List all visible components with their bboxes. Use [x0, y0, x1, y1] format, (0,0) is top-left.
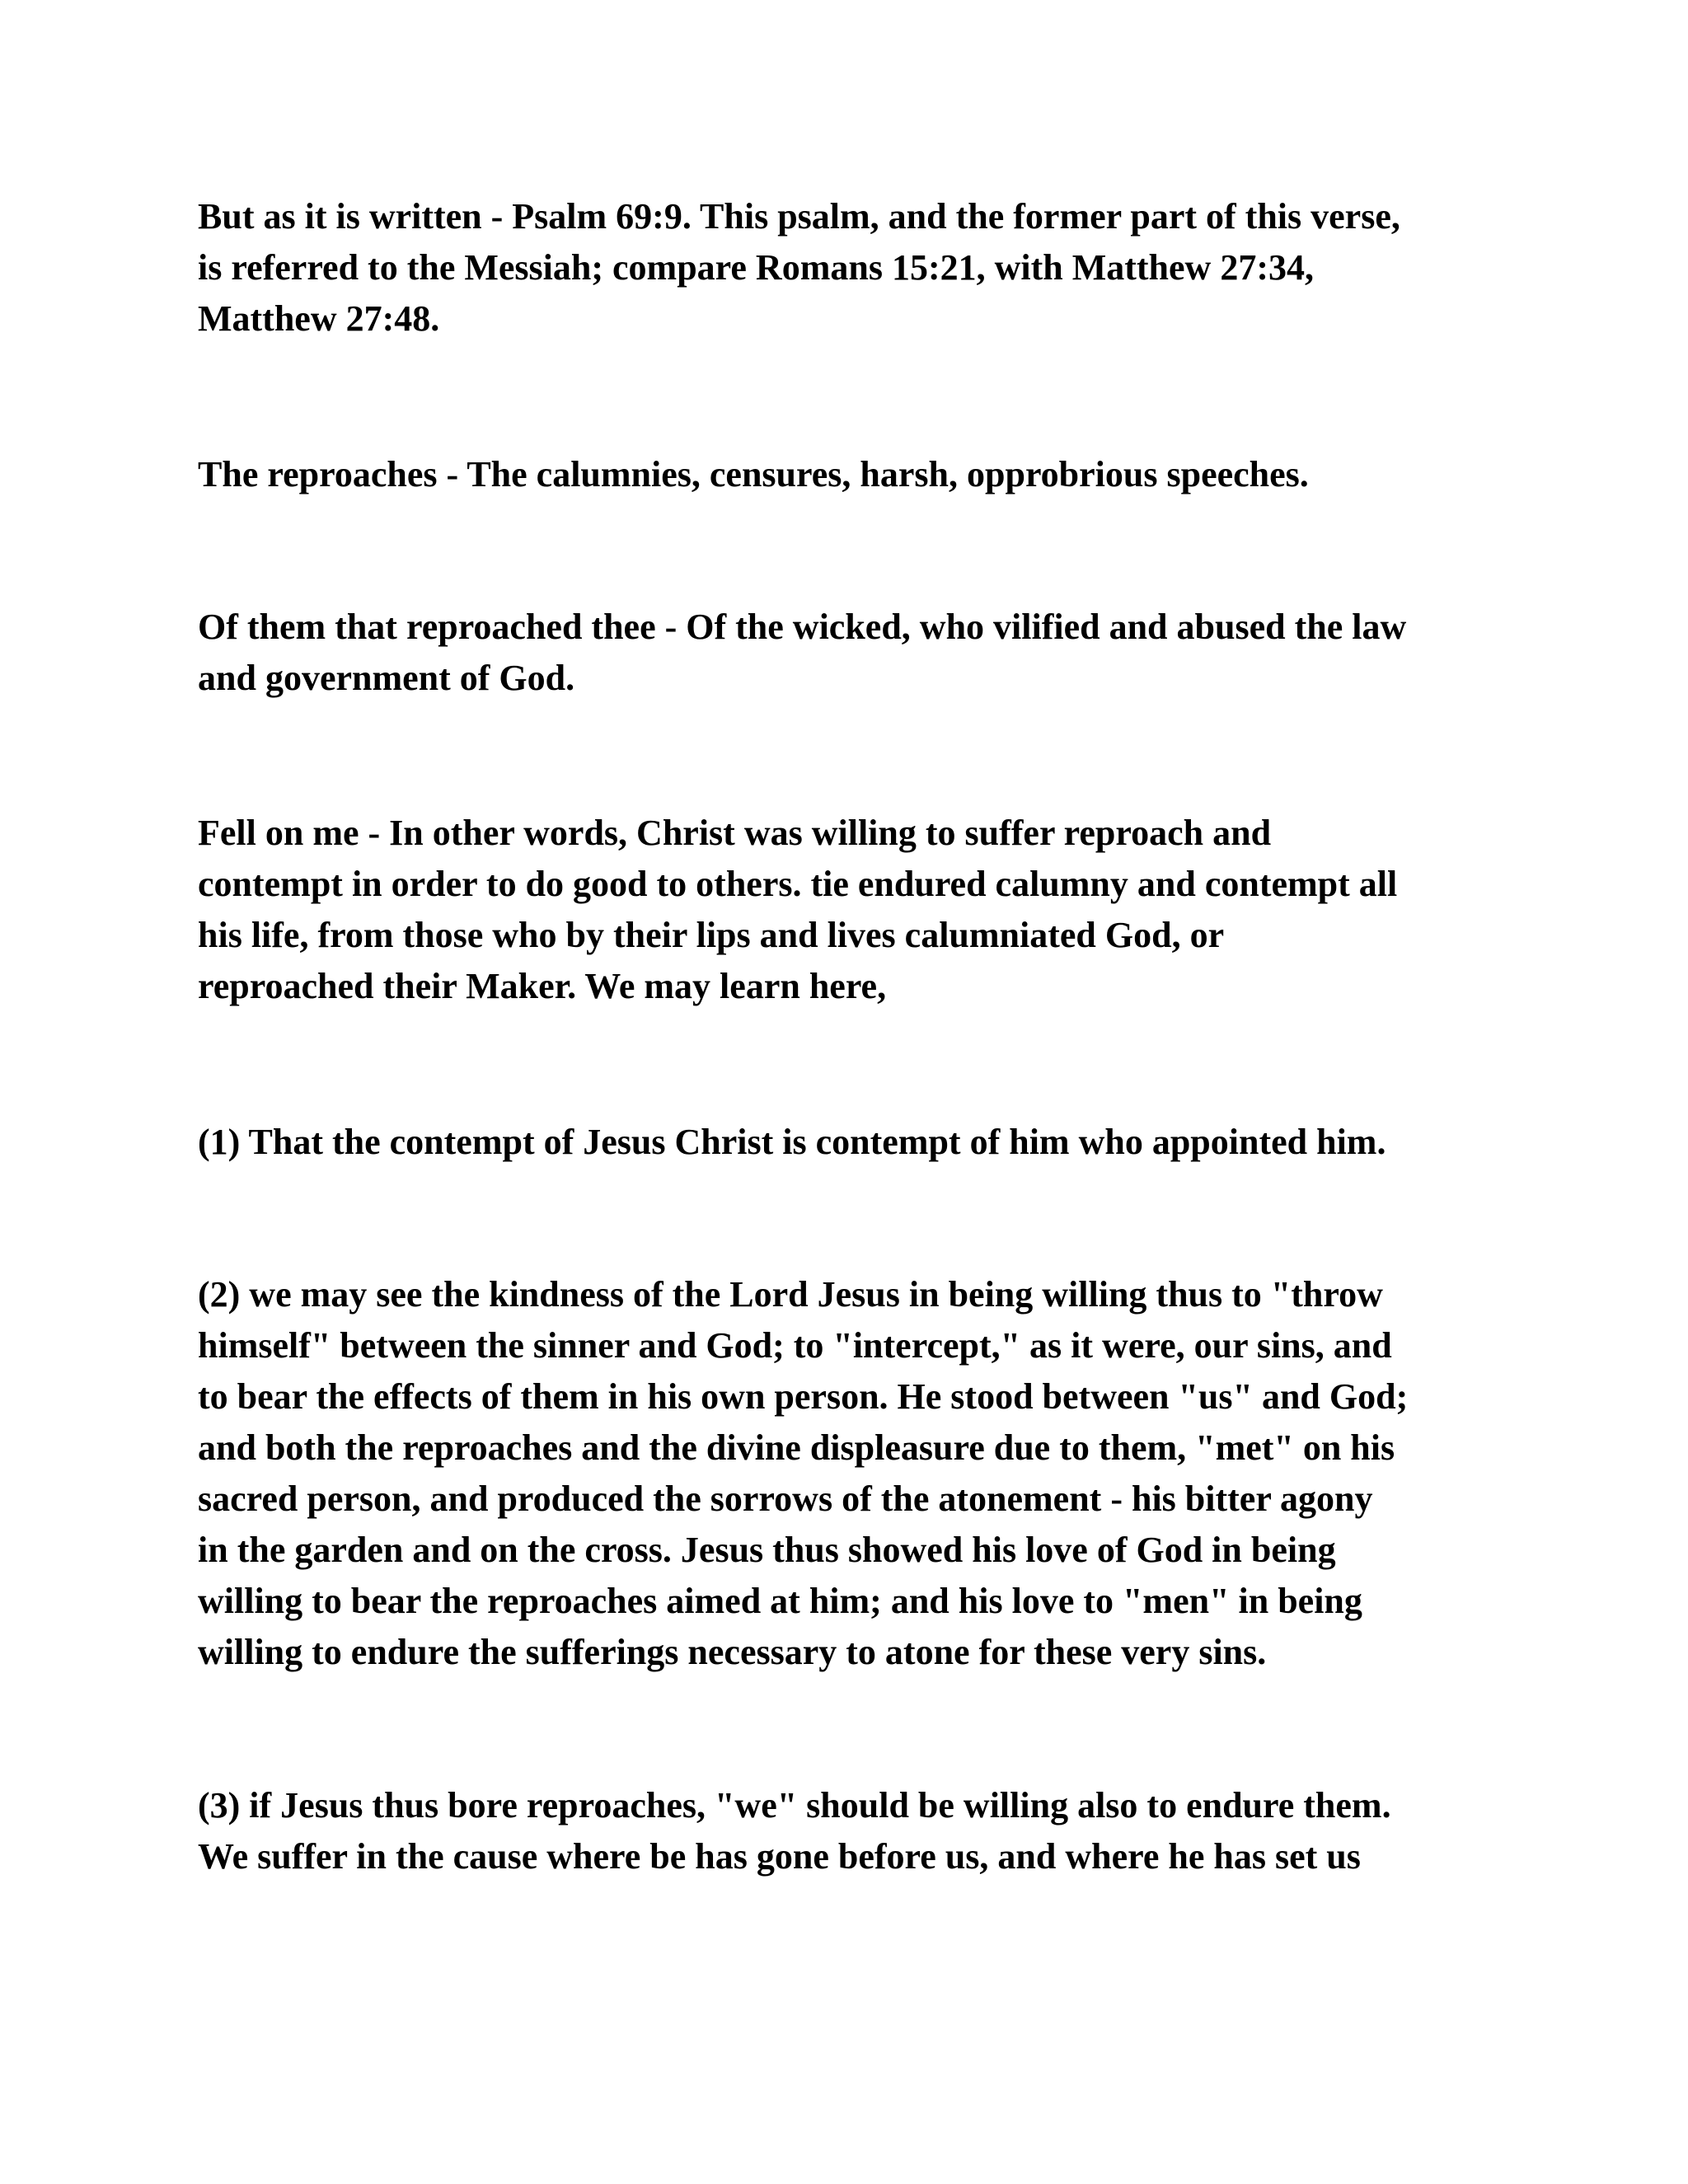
text-line: contempt in order to do good to others. tie endured calumny and contempt all — [198, 864, 1398, 904]
text-line: Matthew 27:48. — [198, 298, 440, 339]
text-line: and both the reproaches and the divine displeasure due to them, "met" on his — [198, 1427, 1395, 1468]
text-line: But as it is written - Psalm 69:9. This psalm, and the former part of this verse, — [198, 196, 1400, 237]
text-line: (2) we may see the kindness of the Lord Jesus in being willing thus to "throw — [198, 1274, 1383, 1315]
text-line: Of them that reproached thee - Of the wicked, who vilified and abused the law — [198, 607, 1407, 647]
paragraph-fell-on-me — [198, 808, 1517, 1012]
text-line: and government of God. — [198, 658, 575, 698]
text-line: Fell on me - In other words, Christ was willing to suffer reproach and — [198, 813, 1272, 853]
paragraph-psalm-reference — [198, 191, 1517, 344]
text-line: reproached their Maker. We may learn here, — [198, 966, 887, 1006]
text-line: We suffer in the cause where be has gone before us, and where he has set us — [198, 1836, 1361, 1877]
text-line: to bear the effects of them in his own person. He stood between "us" and God; — [198, 1376, 1409, 1417]
text-line: willing to bear the reproaches aimed at him; and his love to "men" in being — [198, 1581, 1362, 1621]
text-line: in the garden and on the cross. Jesus thus showed his love of God in being — [198, 1530, 1336, 1570]
text-line: himself" between the sinner and God; to "intercept," as it were, our sins, and — [198, 1325, 1392, 1366]
text-line: willing to endure the sufferings necessary to atone for these very sins. — [198, 1632, 1267, 1672]
text-line: is referred to the Messiah; compare Romans 15:21, with Matthew 27:34, — [198, 247, 1314, 288]
text-line: his life, from those who by their lips and lives calumniated God, or — [198, 915, 1225, 955]
paragraph-point-1 — [198, 1117, 1517, 1168]
paragraph-point-2 — [198, 1269, 1517, 1678]
paragraph-of-them-that-reproached — [198, 602, 1517, 704]
text-line: (1) That the contempt of Jesus Christ is contempt of him who appointed him. — [198, 1122, 1386, 1162]
paragraph-the-reproaches — [198, 449, 1517, 500]
text-line: sacred person, and produced the sorrows of the atonement - his bitter agony — [198, 1479, 1373, 1519]
text-line: The reproaches - The calumnies, censures, harsh, opprobrious speeches. — [198, 454, 1309, 494]
paragraph-point-3 — [198, 1780, 1517, 1882]
text-line: (3) if Jesus thus bore reproaches, "we" should be willing also to endure them. — [198, 1785, 1391, 1825]
